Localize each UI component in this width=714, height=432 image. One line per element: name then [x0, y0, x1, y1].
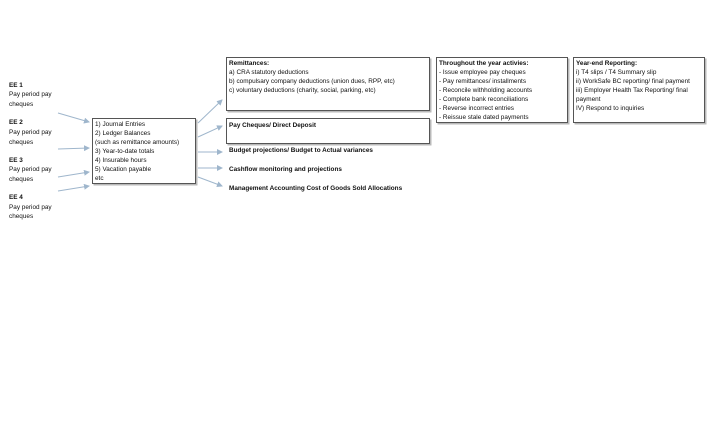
remittances-title: Remittances: — [229, 60, 270, 67]
payroll-line: (such as remittance amounts) — [95, 139, 180, 146]
arrow-to-pay-cheques — [198, 126, 222, 137]
throughout-year-item: - Reverse incorrect entries — [439, 105, 514, 112]
throughout-year-item: - Reissue stale dated payments — [439, 114, 529, 121]
throughout-year-item: - Pay remittances/ installments — [439, 78, 527, 85]
payroll-line: etc — [95, 175, 104, 182]
year-end-box — [573, 57, 705, 123]
throughout-year-title: Throughout the year activies: — [439, 60, 529, 67]
throughout-year-box — [436, 57, 568, 123]
output-cashflow: Cashflow monitoring and projections — [229, 166, 342, 173]
ee4-line1: Pay period pay — [9, 204, 52, 211]
ee3-line2: cheques — [9, 176, 34, 183]
ee1-line1: Pay period pay — [9, 91, 52, 98]
arrow-ee4-to-payroll — [58, 186, 89, 191]
payroll-line: 1) Journal Entries — [95, 121, 146, 128]
arrow-ee2-to-payroll — [58, 148, 89, 149]
output-management-accounting: Management Accounting Cost of Goods Sold Allocations — [229, 185, 403, 192]
arrow-to-remittances — [198, 100, 222, 123]
pay-cheques-box — [226, 118, 430, 144]
year-end-item: payment — [576, 96, 601, 103]
arrow-ee3-to-payroll — [58, 172, 89, 177]
payroll-line: 3) Year-to-date totals — [95, 148, 155, 155]
payroll-line: 5) Vacation payable — [95, 166, 152, 173]
ee1-line2: cheques — [9, 101, 34, 108]
year-end-item: i) T4 slips / T4 Summary slip — [576, 69, 657, 76]
remittances-item: c) voluntary deductions (charity, social, parking, etc) — [229, 87, 376, 94]
year-end-title: Year-end Reporting: — [576, 60, 638, 67]
ee4-label: EE 4 — [9, 194, 23, 201]
ee1-label: EE 1 — [9, 82, 23, 89]
ee4-line2: cheques — [9, 213, 34, 220]
year-end-item: IV) Respond to inquiries — [576, 105, 645, 112]
ee3-line1: Pay period pay — [9, 166, 52, 173]
ee3-label: EE 3 — [9, 157, 23, 164]
ee2-label: EE 2 — [9, 119, 23, 126]
ee2-line1: Pay period pay — [9, 129, 52, 136]
remittances-box — [226, 57, 430, 111]
payroll-line: 4) Insurable hours — [95, 157, 147, 164]
payroll-box — [92, 118, 196, 184]
payroll-line: 2) Ledger Balances — [95, 130, 151, 137]
remittances-item: a) CRA statutory deductions — [229, 69, 309, 76]
throughout-year-item: - Reconcile withholding accounts — [439, 87, 533, 94]
year-end-item: iii) Employer Health Tax Reporting/ final — [576, 87, 688, 94]
ee2-line2: cheques — [9, 139, 34, 146]
output-budget: Budget projections/ Budget to Actual variances — [229, 147, 373, 154]
year-end-item: ii) WorkSafe BC reporting/ final payment — [576, 78, 690, 85]
arrow-ee1-to-payroll — [58, 113, 89, 122]
throughout-year-item: - Issue employee pay cheques — [439, 69, 526, 76]
throughout-year-item: - Complete bank reconciliations — [439, 96, 529, 103]
pay-cheques-title: Pay Cheques/ Direct Deposit — [229, 122, 317, 129]
remittances-item: b) compulsary company deductions (union dues, RPP, etc) — [229, 78, 395, 85]
arrow-to-management-accounting — [198, 177, 222, 186]
